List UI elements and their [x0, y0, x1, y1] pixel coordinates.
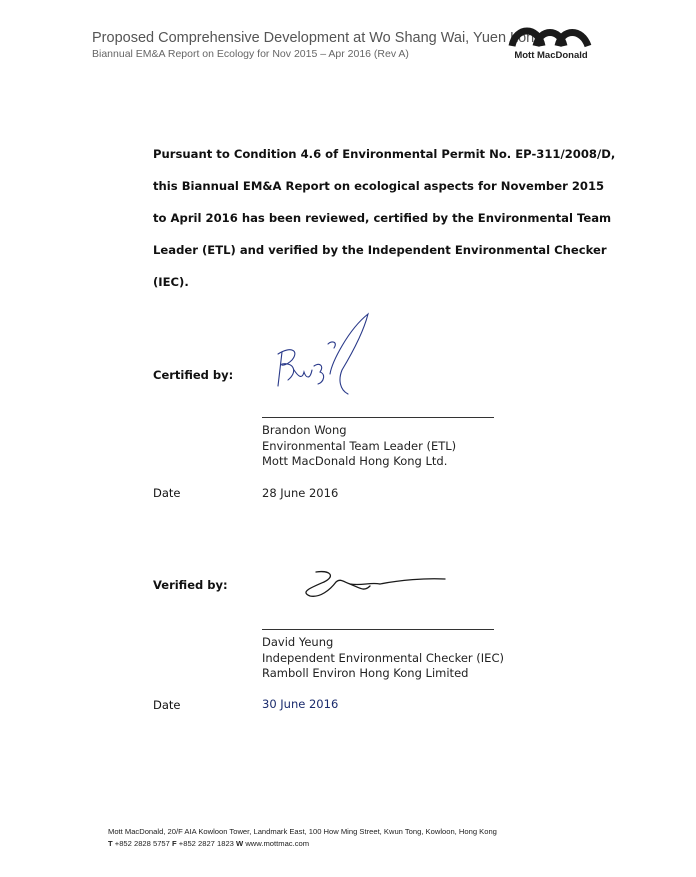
footer-fax: +852 2827 1823 [178, 839, 234, 848]
footer-phone: +852 2828 5757 [114, 839, 170, 848]
verified-by-label: Verified by: [153, 578, 228, 592]
page-footer [108, 826, 497, 850]
certification-statement [153, 138, 616, 298]
etl-details [262, 423, 456, 470]
footer-contacts [108, 838, 497, 850]
iec-role: Independent Environmental Checker (IEC) [262, 650, 504, 665]
statement-line: to April 2016 has been reviewed, certified by the Environmental Team [153, 211, 612, 225]
footer-f-label: F [172, 839, 177, 848]
etl-role: Environmental Team Leader (ETL) [262, 438, 457, 453]
etl-date: 28 June 2016 [262, 486, 339, 500]
iec-signature-line [262, 629, 494, 630]
footer-t-label: T [108, 839, 113, 848]
etl-date-label: Date [153, 486, 181, 500]
iec-company: Ramboll Environ Hong Kong Limited [262, 666, 469, 680]
statement-line: Leader (ETL) and verified by the Independent Environmental Checker [153, 243, 607, 257]
statement-line: Pursuant to Condition 4.6 of Environmental Permit No. EP-311/2008/D, [153, 147, 616, 161]
footer-address: Mott MacDonald, 20/F AIA Kowloon Tower, Landmark East, 100 How Ming Street, Kwun Tong, Kowloon, Hong Kong [108, 827, 497, 836]
statement-line: (IEC). [153, 275, 189, 289]
iec-name: David Yeung [262, 635, 334, 649]
etl-signature-icon [268, 310, 378, 400]
etl-signature-line [262, 417, 494, 418]
logo-arches-icon [508, 24, 594, 50]
statement-line: this Biannual EM&A Report on ecological aspects for November 2015 [153, 179, 605, 193]
company-logo [508, 24, 594, 64]
iec-date-label: Date [153, 698, 181, 712]
iec-signature-icon [290, 566, 450, 606]
iec-details [262, 635, 504, 682]
page-header [92, 30, 542, 61]
certified-by-label: Certified by: [153, 368, 234, 382]
footer-website: www.mottmac.com [245, 839, 310, 848]
logo-text: Mott MacDonald [514, 50, 588, 61]
header-subtitle: Biannual EM&A Report on Ecology for Nov 2015 – Apr 2016 (Rev A) [92, 48, 409, 60]
iec-date: 30 June 2016 [262, 697, 339, 711]
footer-w-label: W [236, 839, 244, 848]
etl-company: Mott MacDonald Hong Kong Ltd. [262, 454, 448, 468]
header-title: Proposed Comprehensive Development at Wo Shang Wai, Yuen Long [92, 30, 543, 46]
etl-name: Brandon Wong [262, 423, 347, 437]
